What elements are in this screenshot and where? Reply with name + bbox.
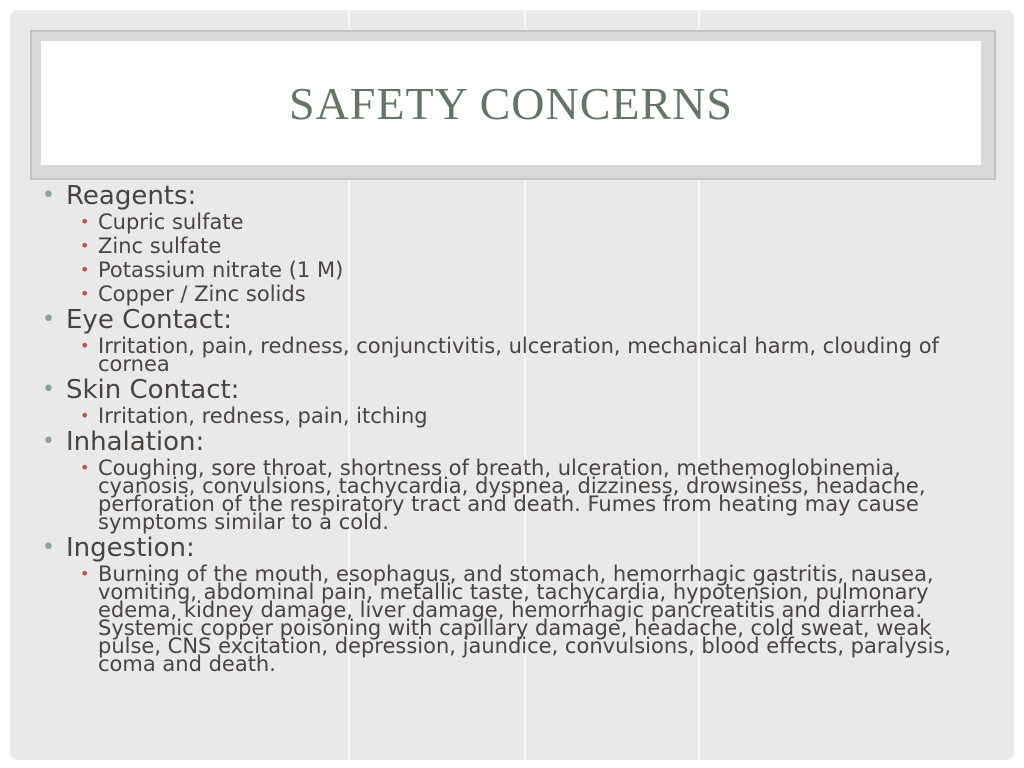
list-item [40,404,988,428]
slide-content [40,182,988,676]
section-heading-inhalation [40,428,988,456]
bullet-dot-icon: • [80,260,90,279]
title-frame [30,30,996,180]
list-item [40,282,988,306]
slide-title: SAFETY CONCERNS [289,77,733,129]
title-box [41,41,981,165]
list-item [40,258,988,282]
bullet-dot-icon: • [42,307,55,332]
bullet-dot-icon: • [42,183,55,208]
list-item-text: Copper / Zinc solids [98,282,306,306]
section-heading-text: Ingestion: [66,533,195,563]
bullet-dot-icon: • [42,535,55,560]
bullet-dot-icon: • [80,406,90,425]
list-item [40,210,988,234]
section-heading-reagents [40,182,988,210]
list-item-text: Irritation, redness, pain, itching [98,404,428,428]
section-heading-text: Inhalation: [66,427,205,457]
bullet-dot-icon: • [80,284,90,303]
list-item [40,562,988,676]
bullet-dot-icon: • [80,336,90,355]
list-item-text: Coughing, sore throat, shortness of breath, ulceration, methemoglobinemia, cyanosis, convulsions, tachycardia, dyspnea, dizziness, drowsiness, headache, perforation of the respiratory tract and death. Fumes from heating may cause symptoms similar to a cold. [98,456,926,534]
list-item-text: Burning of the mouth, esophagus, and stomach, hemorrhagic gastritis, nausea, vomiting, abdominal pain, metallic taste, tachycardia, hypotension, pulmonary edema, kidney damage, liver damage, hemorrhagic pancreatitis and diarrhea. Systemic copper poisoning with capillary damage, headache, cold sweat, weak pulse, CNS excitation, depression, jaundice, convulsions, blood effects, paralysis, coma and death. [98,562,952,676]
section-heading-eye-contact [40,306,988,334]
bullet-dot-icon: • [80,458,90,477]
list-item-text: Cupric sulfate [98,210,244,234]
list-item-text: Irritation, pain, redness, conjunctivitis, ulceration, mechanical harm, clouding of cornea [98,334,939,376]
bullet-dot-icon: • [42,429,55,454]
bullet-dot-icon: • [42,377,55,402]
section-heading-text: Eye Contact: [66,305,232,335]
section-heading-text: Reagents: [66,181,197,211]
bullet-dot-icon: • [80,564,90,583]
slide [10,10,1014,760]
list-item [40,234,988,258]
list-item [40,334,988,376]
list-item-text: Zinc sulfate [98,234,222,258]
list-item [40,456,988,534]
section-heading-skin-contact [40,376,988,404]
list-item-text: Potassium nitrate (1 M) [98,258,344,282]
section-heading-text: Skin Contact: [66,375,240,405]
section-heading-ingestion [40,534,988,562]
bullet-dot-icon: • [80,212,90,231]
bullet-dot-icon: • [80,236,90,255]
